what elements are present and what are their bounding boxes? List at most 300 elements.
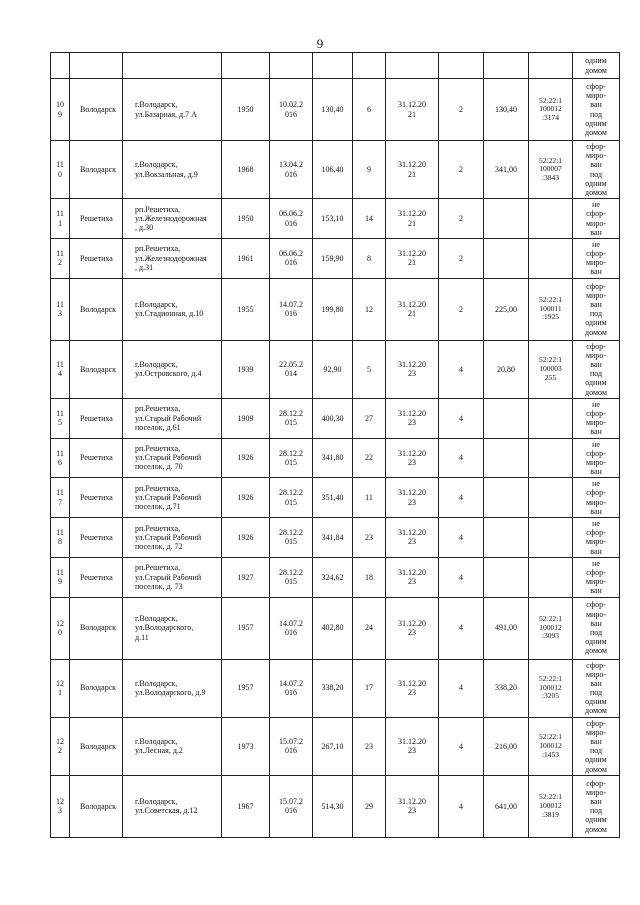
cadastral-cell-line: 100012 — [539, 622, 562, 632]
status-cell-line: не — [592, 519, 600, 528]
address-cell — [123, 278, 222, 340]
row-number-cell-line: 11 — [56, 408, 64, 418]
deadline-cell — [386, 438, 439, 478]
deadline-cell-line: 31.12.20 — [398, 100, 426, 110]
date-cell — [270, 278, 313, 340]
deadline-cell-line: 31.12.20 — [398, 618, 426, 628]
status-cell — [573, 398, 620, 438]
year-built-cell: 1961 — [222, 238, 270, 278]
row-number-cell-line: 3 — [58, 806, 62, 816]
deadline-cell-line: 23 — [408, 746, 416, 756]
deadline-cell-line: 23 — [408, 628, 416, 637]
status-cell-line: сфор- — [586, 408, 606, 418]
date-cell-line: 28.12.2 — [279, 528, 303, 538]
row-number-cell-line: 5 — [58, 418, 62, 428]
cadastral-cell-line: 100011 — [539, 303, 562, 313]
status-line: домом — [585, 65, 607, 75]
address-cell-line: ул.Островского, д.4 — [135, 369, 202, 379]
municipality-cell: Решетиха — [70, 199, 123, 239]
status-cell — [573, 717, 620, 775]
area-cell: 341,80 — [313, 438, 353, 478]
cadastral-cell-line: 100007 — [539, 164, 562, 174]
status-cell — [573, 597, 620, 659]
status-cell-line: ван — [590, 546, 602, 556]
row-number-cell-line: 11 — [56, 160, 64, 170]
cadastral-cell-line: 100012 — [539, 682, 562, 692]
address-cell-line: рп.Решетиха, — [135, 244, 181, 254]
deadline-cell — [386, 557, 439, 597]
cadastral-cell — [529, 557, 573, 597]
deadline-cell-line: 23 — [408, 457, 416, 467]
year-built-cell: 1950 — [222, 79, 270, 141]
status-cell-line: сфор- — [586, 81, 606, 91]
status-cell-line: миро- — [585, 290, 606, 300]
area-cell: 106,40 — [313, 141, 353, 199]
date-cell-line: 016 — [285, 309, 297, 319]
cadastral-cell — [529, 438, 573, 478]
address-cell-line: г.Володарск, — [135, 360, 178, 369]
row-number-cell — [51, 438, 70, 478]
date-cell-line: 015 — [285, 497, 297, 507]
land-area-cell: 225,00 — [484, 278, 529, 340]
residents-cell: 24 — [353, 597, 386, 659]
cadastral-cell-line: 100012 — [539, 740, 562, 750]
stage-cell: 4 — [439, 518, 484, 558]
status-cell-line: ван — [590, 797, 602, 807]
land-area-cell: 338,20 — [484, 659, 529, 717]
cadastral-cell-line: :1925 — [541, 312, 560, 322]
address-cell — [123, 340, 222, 398]
stage-cell: 4 — [439, 478, 484, 518]
date-cell-line: 015 — [285, 537, 297, 547]
cadastral-cell — [529, 340, 573, 398]
status-cell-line: не — [592, 479, 600, 489]
deadline-cell — [386, 278, 439, 340]
cadastral-cell — [529, 717, 573, 775]
municipality-cell: Володарск — [70, 79, 123, 141]
status-cell — [573, 518, 620, 558]
date-cell — [270, 438, 313, 478]
date-cell — [270, 199, 313, 239]
status-cell-line: домом — [585, 764, 607, 774]
cadastral-cell-line: :3843 — [541, 172, 560, 182]
status-cell-line: сфор- — [586, 142, 606, 151]
status-cell-line: одним — [585, 815, 607, 825]
cadastral-cell-line: 52:22:1 — [539, 295, 562, 305]
residents-cell: 11 — [353, 478, 386, 518]
address-cell-line: рп.Решетиха, — [135, 563, 181, 573]
residents-cell: 17 — [353, 659, 386, 717]
address-cell-line: г.Володарск, — [135, 160, 178, 170]
address-cell-line: , д.31 — [135, 262, 154, 272]
land-area-cell — [484, 438, 529, 478]
status-cell-line: миро- — [585, 418, 606, 428]
deadline-cell — [386, 597, 439, 659]
status-cell-line: одним — [585, 178, 607, 188]
status-cell-line: домом — [585, 187, 607, 197]
table-row — [51, 79, 620, 141]
date-cell-line: 06.06.2 — [279, 249, 303, 259]
cadastral-cell-line: 52:22:1 — [539, 155, 562, 165]
status-cell — [573, 53, 620, 79]
status-cell-line: миро- — [585, 151, 606, 161]
status-cell — [573, 238, 620, 278]
year-built-cell: 1909 — [222, 398, 270, 438]
address-cell-line: г.Володарск, — [135, 737, 178, 746]
row-number-cell — [51, 79, 70, 141]
status-cell-line: сфор- — [586, 778, 606, 788]
date-cell-line: 014 — [285, 369, 297, 379]
area-cell: 159,90 — [313, 238, 353, 278]
municipality-cell: Володарск — [70, 659, 123, 717]
deadline-cell-line: 31.12.20 — [398, 249, 426, 259]
residents-cell: 18 — [353, 557, 386, 597]
row-number-cell-line: 12 — [56, 618, 64, 628]
address-cell-line: ул.Базарная, д.7 А — [135, 109, 197, 119]
status-cell-line: миро- — [585, 350, 606, 360]
date-cell-line: 06.06.2 — [279, 209, 303, 219]
cadastral-cell-line: 52:22:1 — [539, 674, 562, 684]
date-cell-line: 016 — [285, 258, 297, 268]
deadline-cell-line: 23 — [408, 497, 416, 507]
deadline-cell — [386, 518, 439, 558]
table-row-continued — [51, 53, 620, 79]
row-number-cell — [51, 478, 70, 518]
deadline-cell — [386, 478, 439, 518]
municipality-cell: Володарск — [70, 141, 123, 199]
municipality-cell: Решетиха — [70, 518, 123, 558]
date-cell-line: 28.12.2 — [279, 448, 303, 458]
status-cell-line: не — [592, 399, 600, 409]
land-area-cell: 20,80 — [484, 340, 529, 398]
municipality-cell: Володарск — [70, 597, 123, 659]
row-number-cell-line: 9 — [58, 577, 62, 587]
deadline-cell-line: 21 — [408, 218, 416, 228]
municipality-cell: Володарск — [70, 340, 123, 398]
land-area-cell: 491,00 — [484, 597, 529, 659]
land-area-cell: 130,40 — [484, 79, 529, 141]
row-number-cell-line: 11 — [56, 209, 64, 219]
row-number-cell-line: 8 — [58, 537, 62, 547]
status-cell-line: миро- — [585, 577, 606, 587]
stage-cell: 4 — [439, 438, 484, 478]
cadastral-cell — [529, 597, 573, 659]
residents-cell: 27 — [353, 398, 386, 438]
row-number-cell-line: 7 — [58, 497, 62, 507]
status-cell-line: под — [589, 628, 603, 637]
row-number-cell — [51, 717, 70, 775]
deadline-cell — [386, 775, 439, 837]
municipality-cell: Решетиха — [70, 478, 123, 518]
residents-cell: 22 — [353, 438, 386, 478]
cadastral-cell-line: :3093 — [541, 631, 560, 641]
land-area-cell — [484, 398, 529, 438]
status-cell-line: под — [589, 746, 603, 756]
row-number-cell — [51, 141, 70, 199]
year-built-cell: 1926 — [222, 478, 270, 518]
stage-cell: 4 — [439, 398, 484, 438]
table-row — [51, 340, 620, 398]
address-cell — [123, 518, 222, 558]
year-built-cell: 1973 — [222, 717, 270, 775]
row-number-cell-line: 4 — [58, 369, 62, 379]
cadastral-cell — [529, 238, 573, 278]
address-cell-line: ул.Володарского, — [135, 623, 194, 633]
deadline-cell-line: 23 — [408, 688, 416, 698]
date-cell-line: 016 — [285, 109, 297, 119]
status-cell-line: ван — [590, 618, 602, 628]
residents-cell: 23 — [353, 518, 386, 558]
deadline-cell-line: 21 — [408, 258, 416, 268]
year-built-cell: 1968 — [222, 141, 270, 199]
residents-cell: 9 — [353, 141, 386, 199]
land-area-cell — [484, 518, 529, 558]
cadastral-cell — [529, 659, 573, 717]
cadastral-cell — [529, 278, 573, 340]
deadline-cell-line: 21 — [408, 309, 416, 319]
row-number-cell-line: 12 — [56, 737, 64, 746]
status-cell-line: ван — [590, 227, 602, 237]
date-cell-line: 016 — [285, 688, 297, 698]
row-number-cell — [51, 775, 70, 837]
date-cell-line: 016 — [285, 746, 297, 756]
deadline-cell-line: 31.12.20 — [398, 797, 426, 807]
table-body — [51, 53, 620, 838]
cadastral-cell-line: 52:22:1 — [539, 614, 562, 624]
address-cell-line: , д.30 — [135, 223, 154, 233]
date-cell-line: 015 — [285, 418, 297, 428]
table-row — [51, 141, 620, 199]
date-cell-line: 15.07.2 — [279, 797, 303, 807]
row-number-cell-line: 1 — [58, 218, 62, 228]
cadastral-cell-line: 52:22:1 — [539, 792, 562, 802]
status-cell — [573, 775, 620, 837]
address-cell-line: ул.Старый Рабочий — [135, 493, 202, 503]
row-number-cell — [51, 597, 70, 659]
cadastral-cell — [529, 518, 573, 558]
deadline-cell — [386, 238, 439, 278]
cadastral-cell-line: 52:22:1 — [539, 95, 562, 105]
status-cell-line: ван — [590, 586, 602, 596]
deadline-cell-line: 31.12.20 — [398, 360, 426, 369]
status-cell-line: сфор- — [586, 718, 606, 728]
residents-cell: 6 — [353, 79, 386, 141]
area-cell: 92,90 — [313, 340, 353, 398]
cadastral-cell-line: :3174 — [541, 112, 560, 122]
row-number-cell-line: 6 — [58, 457, 62, 467]
row-number-cell-line: 11 — [56, 567, 64, 577]
year-built-cell: 1957 — [222, 659, 270, 717]
cadastral-cell — [529, 398, 573, 438]
status-cell-line: под — [589, 806, 603, 816]
municipality-cell: Володарск — [70, 278, 123, 340]
status-cell-line: миро- — [585, 497, 606, 507]
status-cell-line: под — [589, 369, 603, 379]
municipality-cell: Решетиха — [70, 557, 123, 597]
address-cell-line: поселок, д.71 — [135, 502, 181, 512]
status-cell-line: под — [589, 688, 603, 698]
status-cell-line: домом — [585, 327, 607, 337]
date-cell — [270, 478, 313, 518]
status-cell — [573, 141, 620, 199]
address-cell-line: ул.Старый Рабочий — [135, 572, 202, 582]
area-cell: 402,80 — [313, 597, 353, 659]
row-number-cell — [51, 199, 70, 239]
cadastral-cell-line: 52:22:1 — [539, 355, 562, 365]
deadline-cell-line: 31.12.20 — [398, 488, 426, 498]
row-number-cell-line: 2 — [58, 258, 62, 268]
row-number-cell-line: 11 — [56, 488, 64, 498]
stage-cell: 2 — [439, 199, 484, 239]
status-cell-line: миро- — [585, 537, 606, 547]
table-row — [51, 398, 620, 438]
status-cell-line: ван — [590, 299, 602, 309]
row-number-cell-line: 11 — [56, 249, 64, 259]
status-cell-line: не — [592, 239, 600, 249]
stage-cell: 2 — [439, 141, 484, 199]
row-number-cell — [51, 340, 70, 398]
address-cell — [123, 717, 222, 775]
cadastral-cell — [529, 478, 573, 518]
status-cell-line: домом — [585, 824, 607, 834]
status-cell-line: не — [592, 200, 600, 210]
residents-cell: 12 — [353, 278, 386, 340]
table-row — [51, 775, 620, 837]
status-cell-line: сфор- — [586, 488, 606, 498]
address-cell — [123, 238, 222, 278]
status-cell — [573, 199, 620, 239]
cadastral-cell-line: :3205 — [541, 691, 560, 701]
status-cell-line: миро- — [585, 91, 606, 101]
date-cell — [270, 518, 313, 558]
date-cell-line: 15.07.2 — [279, 737, 303, 746]
row-number-cell-line: 12 — [56, 678, 64, 688]
year-built-cell: 1955 — [222, 278, 270, 340]
stage-cell: 2 — [439, 79, 484, 141]
deadline-cell — [386, 717, 439, 775]
table-row — [51, 659, 620, 717]
status-cell-line: одним — [585, 118, 607, 128]
row-number-cell-line: 3 — [58, 309, 62, 319]
land-area-cell: 641,00 — [484, 775, 529, 837]
date-cell — [270, 340, 313, 398]
deadline-cell-line: 31.12.20 — [398, 737, 426, 746]
area-cell: 324,62 — [313, 557, 353, 597]
address-cell-line: г.Володарск, — [135, 614, 178, 624]
date-cell-line: 14.07.2 — [279, 299, 303, 309]
address-cell-line: поселок, д. 70 — [135, 462, 183, 472]
address-cell-line: ул.Володарского, д.9 — [135, 688, 206, 698]
row-number-cell — [51, 398, 70, 438]
deadline-cell-line: 21 — [408, 169, 416, 179]
status-cell-line: под — [589, 309, 603, 319]
deadline-cell-line: 31.12.20 — [398, 160, 426, 170]
date-cell — [270, 775, 313, 837]
date-cell-line: 016 — [285, 169, 297, 179]
address-cell-line: ул.Старый Рабочий — [135, 453, 202, 463]
date-cell — [270, 79, 313, 141]
row-number-cell — [51, 238, 70, 278]
address-cell-line: г.Володарск, — [135, 678, 178, 688]
deadline-cell — [386, 79, 439, 141]
status-line: одним — [585, 56, 607, 66]
row-number-cell-line: 11 — [56, 299, 64, 309]
address-cell — [123, 775, 222, 837]
area-cell: 153,10 — [313, 199, 353, 239]
stage-cell: 4 — [439, 597, 484, 659]
date-cell-line: 016 — [285, 218, 297, 228]
status-cell-line: одним — [585, 697, 607, 707]
status-cell-line: одним — [585, 755, 607, 765]
area-cell: 514,30 — [313, 775, 353, 837]
area-cell: 338,20 — [313, 659, 353, 717]
address-cell-line: д.11 — [135, 632, 149, 642]
area-cell: 341,84 — [313, 518, 353, 558]
row-number-cell — [51, 518, 70, 558]
residents-cell: 8 — [353, 238, 386, 278]
status-cell-line: ван — [590, 467, 602, 477]
row-number-cell-line: 11 — [56, 448, 64, 458]
table-row — [51, 478, 620, 518]
date-cell-line: 015 — [285, 457, 297, 467]
land-area-cell — [484, 478, 529, 518]
deadline-cell — [386, 659, 439, 717]
table-row — [51, 717, 620, 775]
cadastral-cell — [529, 79, 573, 141]
deadline-cell-line: 21 — [408, 109, 416, 119]
deadline-cell-line: 31.12.20 — [398, 448, 426, 458]
address-cell — [123, 398, 222, 438]
page-number: 9 — [316, 36, 324, 51]
address-cell-line: ул.Железнодорожная — [135, 253, 207, 263]
address-cell-line: ул.Стадионная, д.10 — [135, 309, 204, 319]
status-cell-line: миро- — [585, 727, 606, 737]
date-cell — [270, 398, 313, 438]
cadastral-cell-line: 255 — [544, 372, 557, 382]
status-cell-line: домом — [585, 387, 607, 397]
status-cell-line: миро- — [585, 669, 606, 679]
address-cell-line: поселок, д. 73 — [135, 581, 183, 591]
cadastral-cell-line: 100003 — [539, 363, 562, 373]
address-cell-line: ул.Старый Рабочий — [135, 413, 202, 423]
table-row — [51, 438, 620, 478]
status-cell-line: не — [592, 439, 600, 449]
area-cell: 351,40 — [313, 478, 353, 518]
status-cell — [573, 557, 620, 597]
residents-cell: 14 — [353, 199, 386, 239]
status-cell-line: миро- — [585, 787, 606, 797]
address-cell — [123, 478, 222, 518]
status-cell-line: ван — [590, 100, 602, 110]
status-cell-line: сфор- — [586, 448, 606, 458]
status-cell-line: сфор- — [586, 281, 606, 291]
date-cell-line: 016 — [285, 628, 297, 637]
address-cell — [123, 597, 222, 659]
row-number-cell — [51, 278, 70, 340]
date-cell — [270, 238, 313, 278]
deadline-cell — [386, 398, 439, 438]
area-cell: 199,80 — [313, 278, 353, 340]
year-built-cell: 1926 — [222, 438, 270, 478]
cadastral-cell — [529, 775, 573, 837]
year-built-cell: 1939 — [222, 340, 270, 398]
address-cell-line: рп.Решетиха, — [135, 483, 181, 493]
status-cell-line: миро- — [585, 218, 606, 228]
date-cell-line: 13.04.2 — [279, 160, 303, 170]
residents-cell: 23 — [353, 717, 386, 775]
deadline-cell-line: 31.12.20 — [398, 299, 426, 309]
status-cell — [573, 659, 620, 717]
